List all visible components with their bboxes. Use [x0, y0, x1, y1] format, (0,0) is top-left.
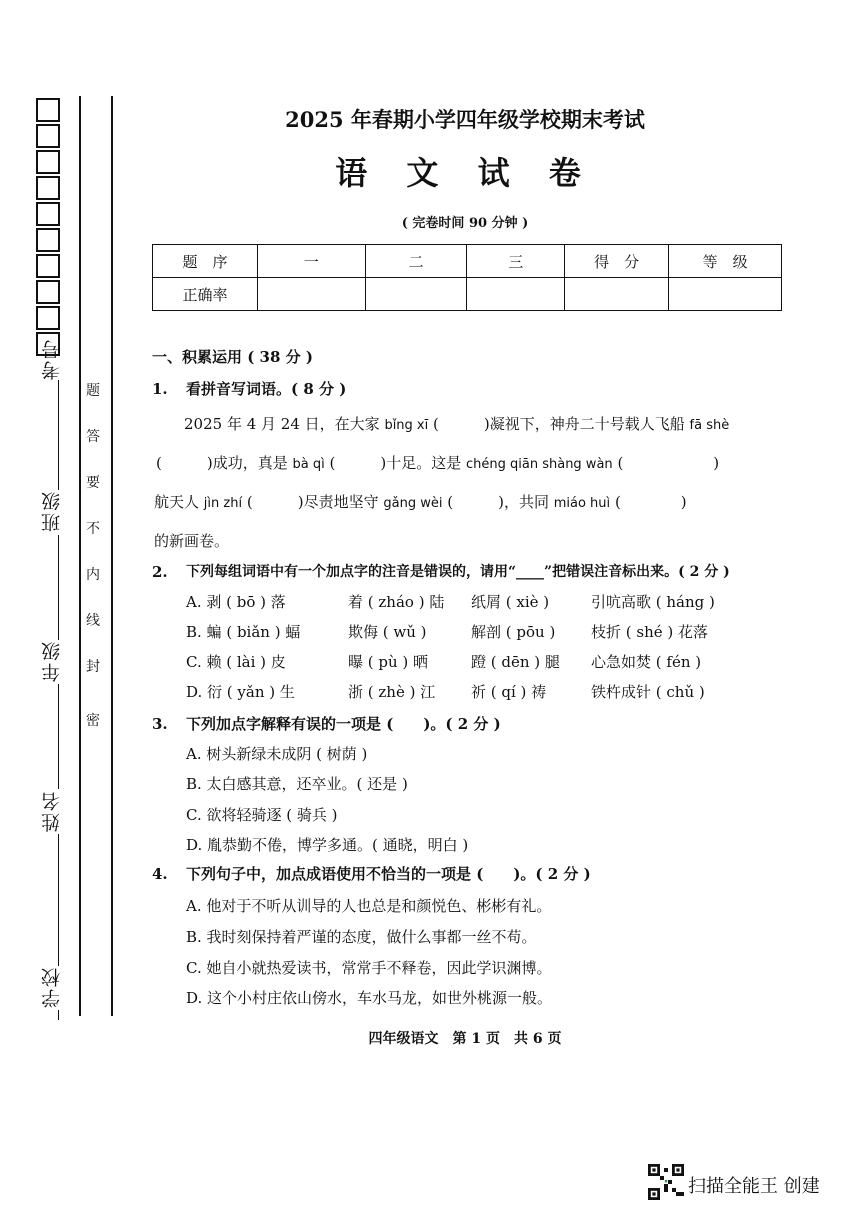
exam-title: 2025 年春期小学四年级学校期末考试 [285, 107, 645, 132]
table-cell: 题 序 [153, 245, 258, 278]
subject-title: 语 文 试 卷 [335, 154, 595, 192]
school-label: 学校 [41, 966, 63, 1008]
q2-item[interactable]: A. 剥 ( bō ) 落 [186, 593, 286, 611]
question-number: 4. [152, 865, 168, 883]
digit-box[interactable] [36, 280, 60, 304]
q2-item[interactable]: 着 ( zháo ) 陆 [348, 593, 445, 611]
answer-blank[interactable]: ( )十足。这是 [329, 454, 462, 472]
answer-blank[interactable]: ( )成功，真是 [156, 454, 288, 472]
answer-blank[interactable]: ( )尽责地坚守 [246, 493, 379, 511]
text: 航天人 [154, 493, 200, 511]
q3-option-b[interactable]: B. 太白感其意，还卒业。( 还是 ) [186, 775, 408, 793]
question-title: 看拼音写词语。( 8 分 ) [186, 380, 347, 398]
score-input-cell[interactable] [669, 278, 782, 311]
digit-box[interactable] [36, 176, 60, 200]
school-line[interactable] [58, 1010, 59, 1020]
time-note: ( 完卷时间 90 分钟 ) [401, 216, 529, 231]
binding-line-outer [111, 96, 113, 1016]
q4-option-c[interactable]: C. 她自小就热爱读书，常常手不释卷，因此学识渊博。 [186, 959, 552, 977]
seal-char: 答 [86, 429, 100, 445]
q2-item[interactable]: D. 衍 ( yǎn ) 生 [186, 683, 295, 701]
table-cell: 得 分 [565, 245, 669, 278]
q3-option-c[interactable]: C. 欲将轻骑逐 ( 骑兵 ) [186, 806, 338, 824]
text: 2025 年 4 月 24 日，在大家 [184, 415, 380, 433]
seal-char: 封 [86, 659, 100, 675]
q2-item[interactable]: 枝折 ( shé ) 花落 [591, 623, 709, 641]
pinyin: jìn zhí [203, 496, 243, 511]
question-title: 下列每组词语中有一个加点字的注音是错误的，请用“____”把错误注音标出来。( 2 分 ) [186, 564, 730, 580]
q2-item[interactable]: B. 蝙 ( biǎn ) 蝠 [186, 623, 301, 641]
table-cell: 等 级 [669, 245, 782, 278]
q2-item[interactable]: 欺侮 ( wǔ ) [348, 623, 427, 641]
binding-line-inner [79, 96, 81, 1016]
grade-label: 年级 [41, 640, 63, 682]
answer-blank[interactable]: ( ) [614, 493, 687, 511]
answer-blank[interactable]: ( ) [617, 454, 720, 472]
q1-line-4: 的新画卷。 [154, 532, 230, 550]
q4-option-b[interactable]: B. 我时刻保持着严谨的态度，做什么事都一丝不苟。 [186, 928, 537, 946]
seal-char: 内 [86, 567, 100, 583]
score-input-cell[interactable] [467, 278, 565, 311]
q2-item[interactable]: 心急如焚 ( fén ) [591, 653, 702, 671]
qr-code-icon [648, 1164, 684, 1200]
q2-item[interactable]: 祈 ( qí ) 祷 [471, 683, 547, 701]
q4-option-a[interactable]: A. 他对于不听从训导的人也总是和颜悦色、彬彬有礼。 [186, 897, 552, 915]
table-cell: 正确率 [153, 278, 258, 311]
exam-number-boxes [36, 98, 62, 358]
digit-box[interactable] [36, 150, 60, 174]
digit-box[interactable] [36, 98, 60, 122]
page-footer: 四年级语文 第 1 页 共 6 页 [368, 1031, 562, 1047]
q1-line-2 [156, 453, 719, 475]
pinyin: miáo huì [553, 496, 611, 511]
q2-item[interactable]: 解剖 ( pōu ) [471, 623, 556, 641]
pinyin: chéng qiān shàng wàn [466, 457, 613, 472]
grade-line[interactable] [58, 684, 59, 789]
name-label: 姓名 [41, 790, 63, 832]
answer-blank[interactable]: ( )，共同 [447, 493, 549, 511]
digit-box[interactable] [36, 254, 60, 278]
question-title: 下列句子中，加点成语使用不恰当的一项是 ( )。( 2 分 ) [186, 865, 591, 883]
digit-box[interactable] [36, 202, 60, 226]
question-number: 3. [152, 715, 168, 733]
name-line[interactable] [58, 834, 59, 966]
q2-item[interactable]: C. 赖 ( lài ) 皮 [186, 653, 286, 671]
score-table-rate-row [153, 278, 782, 311]
seal-char: 题 [86, 383, 100, 399]
score-table-header-row [153, 245, 782, 278]
seal-char: 密 [86, 713, 100, 729]
table-cell: 二 [365, 245, 467, 278]
q3-option-d[interactable]: D. 胤恭勤不倦，博学多通。( 通晓，明白 ) [186, 836, 469, 854]
section-heading: 一、积累运用 ( 38 分 ) [152, 348, 313, 366]
score-input-cell[interactable] [257, 278, 365, 311]
seal-char: 要 [86, 475, 100, 491]
q2-item[interactable]: 浙 ( zhè ) 江 [348, 683, 436, 701]
q1-line-3 [154, 492, 687, 514]
seal-char: 线 [86, 613, 100, 629]
q2-item[interactable]: 引吭高歌 ( háng ) [591, 593, 715, 611]
digit-box[interactable] [36, 306, 60, 330]
pinyin: fā shè [689, 418, 730, 433]
question-title: 下列加点字解释有误的一项是 ( )。( 2 分 ) [186, 715, 501, 733]
pinyin: gǎng wèi [383, 496, 443, 511]
pinyin: bǐng xī [384, 418, 429, 433]
pinyin: bà qì [292, 457, 325, 472]
question-number: 2. [152, 563, 168, 581]
q4-option-d[interactable]: D. 这个小村庄依山傍水，车水马龙，如世外桃源一般。 [186, 989, 553, 1007]
q2-item[interactable]: 铁杵成针 ( chǔ ) [591, 683, 705, 701]
watermark-text: 扫描全能王 创建 [688, 1176, 820, 1197]
digit-box[interactable] [36, 228, 60, 252]
exam-number-label: 考号 [41, 338, 63, 380]
exam-number-line[interactable] [58, 380, 59, 490]
score-table [152, 244, 782, 311]
table-cell: 一 [257, 245, 365, 278]
score-input-cell[interactable] [565, 278, 669, 311]
q2-item[interactable]: 蹬 ( dēn ) 腿 [471, 653, 560, 671]
class-label: 班级 [41, 490, 63, 532]
q2-item[interactable]: 纸屑 ( xiè ) [471, 593, 550, 611]
q2-item[interactable]: 曝 ( pù ) 晒 [348, 653, 429, 671]
q1-line-1 [184, 414, 729, 436]
answer-blank[interactable]: ( )凝视下，神舟二十号载人飞船 [433, 415, 685, 433]
table-cell: 三 [467, 245, 565, 278]
seal-char: 不 [86, 521, 100, 537]
question-number: 1. [152, 380, 168, 398]
class-line[interactable] [58, 535, 59, 640]
q3-option-a[interactable]: A. 树头新绿未成阴 ( 树荫 ) [186, 745, 368, 763]
digit-box[interactable] [36, 124, 60, 148]
score-input-cell[interactable] [365, 278, 467, 311]
